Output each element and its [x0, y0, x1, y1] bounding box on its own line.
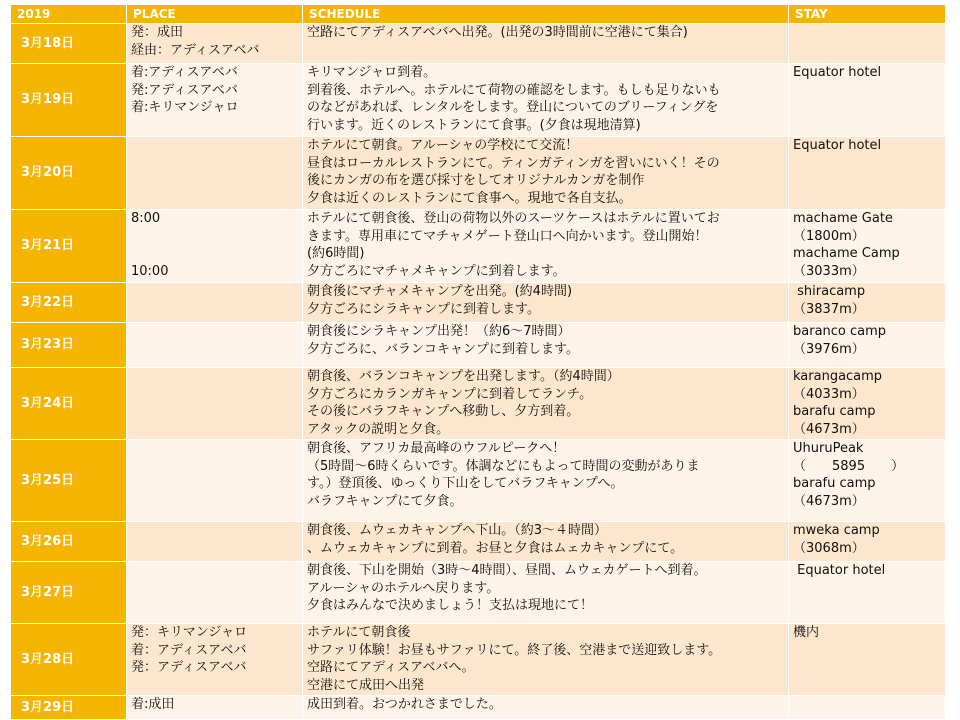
row-stay [789, 562, 946, 624]
row-date: 3月27日 [11, 562, 127, 624]
schedule-line: アタックの説明と夕食。 [307, 421, 450, 437]
row-date: 3月26日 [11, 522, 127, 562]
row-date: 3月20日 [11, 137, 127, 210]
schedule-line: ホテルにて朝食後、登山の荷物以外のスーツケースはホテルに置いてお [307, 211, 720, 226]
row-schedule [303, 323, 789, 368]
schedule-line: 夕方ごろにマチャメキャンプに到着します。 [307, 263, 566, 279]
schedule-line: キリマンジャロ到着。 [307, 65, 437, 80]
row-stay [789, 323, 946, 368]
row-schedule [303, 562, 789, 624]
schedule-line: 空路にてアディスアベバへ出発。(出発の3時間前に空港にて集合) [307, 25, 688, 40]
row-date: 3月21日 [11, 210, 127, 283]
row-place [127, 522, 303, 562]
table-row [11, 696, 946, 720]
table-row [11, 624, 946, 696]
row-place [127, 368, 303, 440]
schedule-line: ホテルにて朝食。アルーシャの学校にて交流！ [307, 138, 579, 153]
stay-line: machame Camp [793, 246, 900, 261]
itinerary-table [10, 4, 946, 720]
schedule-line: 朝食後、アフリカ最高峰のウフルピークへ！ [307, 441, 566, 456]
stay-line: （1800m） [793, 228, 865, 244]
schedule-line: 、ムウェカキャンプに到着。お昼と夕食はムェカキャンプにて。 [307, 540, 684, 556]
stay-line: （4673m） [793, 493, 865, 509]
row-schedule [303, 368, 789, 440]
stay-line: （3837m） [793, 301, 865, 317]
schedule-line: ホテルにて朝食後 [307, 625, 411, 640]
row-place [127, 64, 303, 137]
row-date: 3月19日 [11, 64, 127, 137]
row-stay [789, 64, 946, 137]
row-stay [789, 137, 946, 210]
row-schedule [303, 24, 789, 64]
row-schedule [303, 137, 789, 210]
stay-line: barafu camp [793, 404, 876, 419]
table-row [11, 440, 946, 522]
stay-line: 機内 [793, 625, 820, 640]
schedule-line: す。）登頂後、ゆっくり下山をしてバラフキャンプへ。 [307, 476, 624, 491]
row-stay [789, 522, 946, 562]
place-line: 発：アディスアベバ [131, 660, 247, 675]
row-place [127, 137, 303, 210]
schedule-line: 空港にて成田へ出発 [307, 677, 425, 693]
table-row [11, 522, 946, 562]
schedule-line: 朝食後、下山を開始（3時～4時間）、昼間、ムウェカゲートへ到着。 [307, 563, 707, 578]
schedule-line: 到着後、ホテルへ。ホテルにて荷物の確認をします。もしも足りないも [307, 82, 721, 98]
place-line: 発:アディスアベバ [131, 82, 238, 98]
schedule-line: 朝食後にマチャメキャンプを出発。(約4時間) [307, 284, 573, 299]
schedule-line: 朝食後にシラキャンプ出発！（約6～7時間） [307, 324, 571, 339]
schedule-line: 空路にてアディスアベバへ。 [307, 660, 475, 675]
row-schedule [303, 283, 789, 323]
row-date: 3月18日 [11, 24, 127, 64]
row-date: 3月29日 [11, 696, 127, 720]
stay-line: shiracamp [793, 284, 866, 299]
place-line: 着:成田 [131, 697, 175, 712]
row-date: 3月24日 [11, 368, 127, 440]
table-row [11, 562, 946, 624]
stay-line: Equator hotel [793, 563, 886, 578]
schedule-line: 昼食はローカルレストランにて。ティンガティンガを習いにいく！その [307, 155, 720, 171]
row-date: 3月28日 [11, 624, 127, 696]
schedule-line: 後にカンガの布を選び採寸をしてオリジナルカンガを制作 [307, 173, 645, 188]
schedule-line: きます。専用車にてマチャメゲート登山口へ向かいます。登山開始！ [307, 228, 708, 244]
schedule-line: バラフキャンプにて夕食。 [307, 493, 463, 509]
place-line: 着:アディスアベバ [131, 65, 238, 80]
place-line: 10:00 [131, 263, 169, 279]
place-line: 8:00 [131, 211, 161, 226]
row-stay [789, 624, 946, 696]
schedule-line: 夕食は近くのレストランにて食事へ。現地で各自支払。 [307, 190, 632, 206]
schedule-line: 夕方ごろにカランガキャンプに到着してランチ。 [307, 386, 593, 402]
stay-line: barafu camp [793, 476, 876, 491]
schedule-line: 夕方ごろにシラキャンプに到着します。 [307, 301, 540, 317]
stay-line: （ 5895 ） [793, 458, 905, 474]
stay-line: UhuruPeak [793, 441, 864, 456]
place-line: 経由：アディスアベバ [131, 42, 260, 58]
header-schedule: SCHEDULE [303, 5, 789, 24]
row-place [127, 562, 303, 624]
place-line: 着:キリマンジャロ [131, 100, 239, 115]
stay-line: karangacamp [793, 369, 883, 384]
table-row [11, 137, 946, 210]
place-line: 発：キリマンジャロ [131, 625, 248, 640]
schedule-line: サファリ体験！お昼もサファリにて。終了後、空港まで送迎致します。 [307, 642, 722, 658]
row-schedule [303, 624, 789, 696]
header-year: 2019 [11, 5, 127, 24]
stay-line: （3068m） [793, 540, 865, 556]
stay-line: baranco camp [793, 324, 887, 339]
row-stay [789, 210, 946, 283]
header-place: PLACE [127, 5, 303, 24]
table-row [11, 210, 946, 283]
schedule-line: 行います。近くのレストランにて食事。(夕食は現地清算) [307, 117, 641, 133]
header-stay: STAY [789, 5, 946, 24]
table-row [11, 368, 946, 440]
row-schedule [303, 440, 789, 522]
stay-line: （4673m） [793, 421, 865, 437]
row-stay [789, 696, 946, 720]
schedule-line: その後にバラフキャンプへ移動し、夕方到着。 [307, 404, 580, 419]
row-place [127, 323, 303, 368]
table-row [11, 323, 946, 368]
row-place [127, 440, 303, 522]
row-place [127, 624, 303, 696]
schedule-line: 成田到着。おつかれさまでした。 [307, 697, 502, 712]
table-row [11, 24, 946, 64]
place-line [131, 245, 298, 263]
schedule-line: 夕方ごろに、バランコキャンプに到着します。 [307, 341, 579, 357]
table-row [11, 283, 946, 323]
row-date: 3月25日 [11, 440, 127, 522]
schedule-line: (約6時間) [307, 246, 365, 261]
row-stay [789, 440, 946, 522]
row-stay [789, 24, 946, 64]
schedule-line: 朝食後、バランコキャンプを出発します。（約4時間） [307, 369, 620, 384]
row-place [127, 24, 303, 64]
stay-line: Equator hotel [793, 138, 882, 153]
table-row [11, 64, 946, 137]
stay-line: （3976m） [793, 341, 865, 357]
stay-line: （3033m） [793, 263, 865, 279]
row-stay [789, 368, 946, 440]
schedule-line: アルーシャのホテルへ戻ります。 [307, 580, 500, 596]
row-stay [789, 283, 946, 323]
row-schedule [303, 696, 789, 720]
stay-line: mweka camp [793, 523, 880, 538]
stay-line: machame Gate [793, 211, 893, 226]
place-line: 発：成田 [131, 25, 184, 40]
row-schedule [303, 522, 789, 562]
row-place [127, 210, 303, 283]
place-line [131, 228, 298, 246]
row-place [127, 283, 303, 323]
schedule-line: 夕食はみんなで決めましょう！支払は現地にて！ [307, 598, 594, 613]
schedule-line: （5時間～6時くらいです。体調などにもよって時間の変動がありま [307, 458, 700, 474]
stay-line: Equator hotel [793, 65, 882, 80]
row-schedule [303, 210, 789, 283]
row-place [127, 696, 303, 720]
row-schedule [303, 64, 789, 137]
stay-line: （4033m） [793, 386, 865, 402]
row-date: 3月23日 [11, 323, 127, 368]
schedule-line: のなどがあれば、レンタルをします。登山についてのブリーフィングを [307, 100, 719, 115]
header-row [11, 5, 946, 24]
schedule-line: 朝食後、ムウェカキャンプへ下山。（約3～４時間） [307, 523, 607, 538]
place-line: 着：アディスアベバ [131, 642, 247, 658]
row-date: 3月22日 [11, 283, 127, 323]
